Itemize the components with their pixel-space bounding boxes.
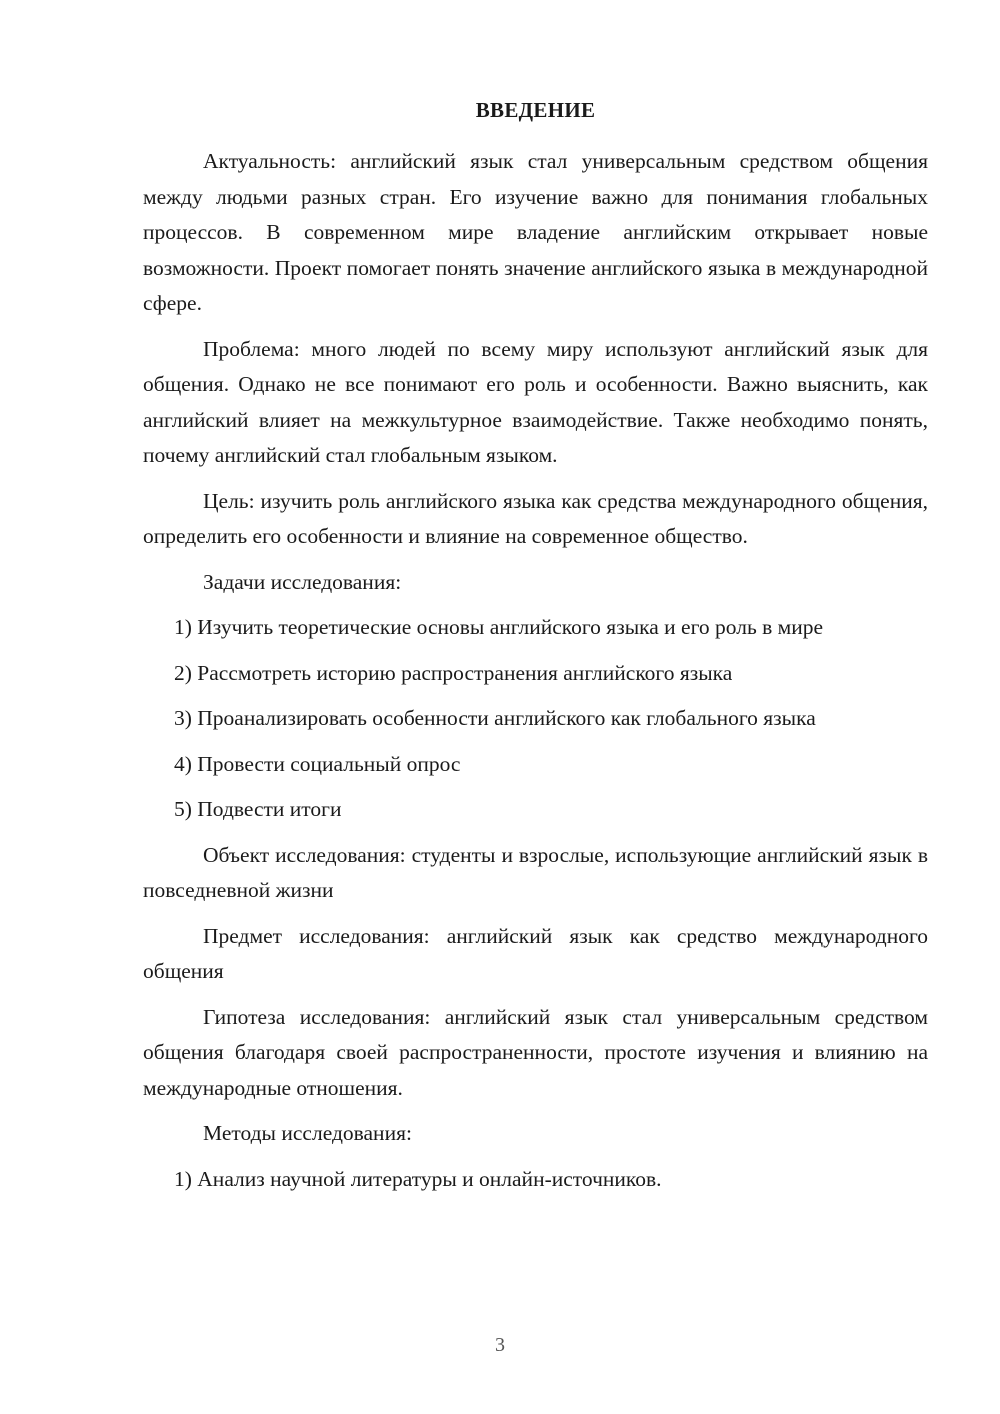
method-item: 1) Анализ научной литературы и онлайн-источников. <box>174 1166 662 1191</box>
problem-paragraph: Проблема: много людей по всему миру используют английский язык для общения. Однако не все понимают его роль и особенности. Важно выяснить, как английский влияет на межкультурное взаимодействие. Также необходимо понять, почему английский стал глобальным языком. <box>143 336 928 467</box>
page-number: 3 <box>495 1334 505 1356</box>
object-paragraph: Объект исследования: студенты и взрослые, использующие английский язык в повседневной жизни <box>143 842 928 902</box>
task-item: 2) Рассмотреть историю распространения английского языка <box>174 660 733 685</box>
task-item: 4) Провести социальный опрос <box>174 751 461 776</box>
goal-paragraph: Цель: изучить роль английского языка как средства международного общения, определить его особенности и влияние на современное общество. <box>143 488 928 548</box>
task-item: 5) Подвести итоги <box>174 797 342 821</box>
relevance-paragraph: Актуальность: английский язык стал универсальным средством общения между людьми разных стран. Его изучение важно для понимания глобальных процессов. В современном мире владение английским открывает новые возможности. Проект помогает понять значение английского языка в международной сфере. <box>143 149 928 315</box>
subject-paragraph: Предмет исследования: английский язык как средство международного общения <box>143 923 928 983</box>
tasks-heading: Задачи исследования: <box>203 569 402 594</box>
section-title: ВВЕДЕНИЕ <box>475 98 596 122</box>
hypothesis-paragraph: Гипотеза исследования: английский язык стал универсальным средством общения благодаря своей распространенности, простоте изучения и влиянию на международные отношения. <box>143 1004 928 1100</box>
task-item: 1) Изучить теоретические основы английского языка и его роль в мире <box>174 615 824 639</box>
document-page <box>143 95 928 1207</box>
methods-heading: Методы исследования: <box>203 1121 412 1145</box>
task-item: 3) Проанализировать особенности английского как глобального языка <box>174 706 816 730</box>
